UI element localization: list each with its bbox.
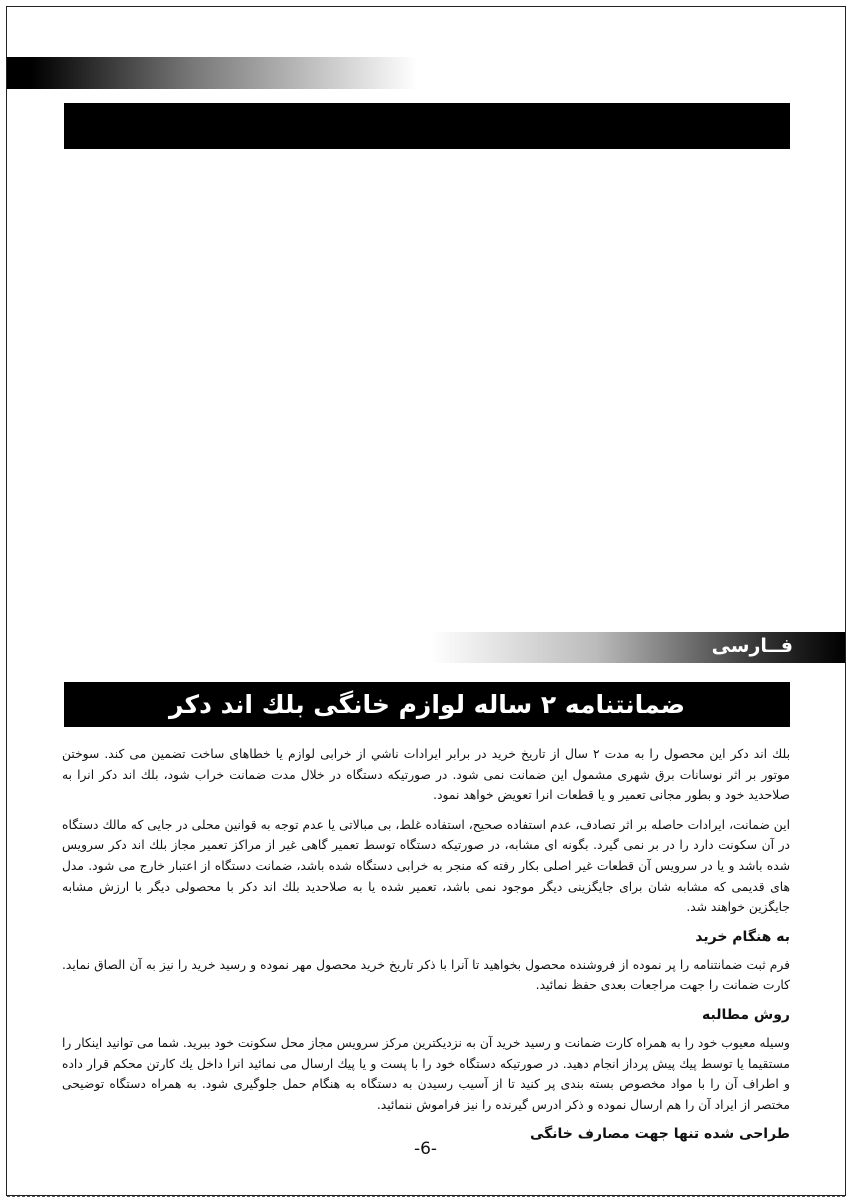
intro-paragraph: بلك اند دكر این محصول را به مدت ۲ سال از تاریخ خرید در برابر ایرادات ناشي از خرابی لوازم یا خطاهای ساخت تضمین می كند. سوختن موتور بر اثر نوسانات برق شهری مشمول این ضمانت نمی شود. در صورتیكه دستگاه در خلال مدت ضمانت خراب شود، بلك اند دكر انرا به صلاحدید خود و بطور مجانی تعمیر و یا قطعات انرا تعویض خواهد نمود. xyxy=(62,747,791,803)
purchase-heading: به هنگام خرید xyxy=(695,928,790,945)
header-black-bar xyxy=(64,103,790,149)
purchase-paragraph: فرم ثبت ضمانتنامه را پر نموده از فروشنده محصول بخواهید تا آنرا با ذكر تاریخ خرید محصول مهر نموده و رسید خرید را نیز به آن الصاق نماید. كارت ضمانت را جهت مراجعات بعدی حفظ نمائید. xyxy=(62,957,790,993)
page-title: ضمانتنامه ۲ ساله لوازم خانگی بلك اند دكر xyxy=(168,690,685,719)
warranty-body xyxy=(62,744,790,1152)
header-gradient-band xyxy=(7,57,417,89)
household-heading: طراحی شده تنها جهت مصارف خانگی xyxy=(529,1126,790,1143)
claim-paragraph: وسیله معیوب خود را به همراه كارت ضمانت و رسید خرید آن به نزدیكترین مركز سرویس مجاز محل سكونت خود ببرید. شما می توانید اینكار را مستقیما یا توسط پیك پیش پرداز انجام دهید. در صورتیكه دستگاه خود را با پست و یا پیك ارسال می نمائید انرا داخل یك كارتن محكم قرار داده و اطراف آن را با مواد مخصوص بسته بندی پر كنید تا از آسیب رسیدن به دستگاه به هنگام حمل جلوگیری شود. به همراه دستگاه توضیحی مختصر از ایراد آن را هم ارسال نموده و ذكر ادرس گیرنده را نیز فراموش ننمائید. xyxy=(62,1035,790,1112)
title-bar xyxy=(64,682,790,727)
claim-heading: روش مطالبه xyxy=(702,1006,790,1023)
page-number: -6- xyxy=(413,1139,438,1159)
exclusions-paragraph: این ضمانت، ایرادات حاصله بر اثر تصادف، عدم استفاده صحیح، استفاده غلط، بی مبالاتی یا عدم توجه به قوانین محلی در جایی كه مالك دستگاه در آن سكونت دارد را در بر نمی گیرد. بگونه ای مشابه، در صورتیكه دستگاه توسط تعمیر گاهی غیر از مراكز تعمیر مجاز بلك اند دكر سرویس شده باشد و یا در سرویس آن قطعات غیر اصلی بكار رفته كه منجر به خرابی دستگاه شده باشد، ضمانت دستگاه از اعتبار خارج می شود. مدل های قدیمی كه مشابه شان برای جایگزینی دیگر موجود نمی باشد، تعمیر شده یا به صلاحدید بلك اند دكر با محصولی دیگر با ارزش مشابه جایگزین خواهند شد. xyxy=(62,817,790,915)
language-label: فــارسی xyxy=(711,635,793,657)
bottom-dashed-line xyxy=(7,1196,845,1197)
